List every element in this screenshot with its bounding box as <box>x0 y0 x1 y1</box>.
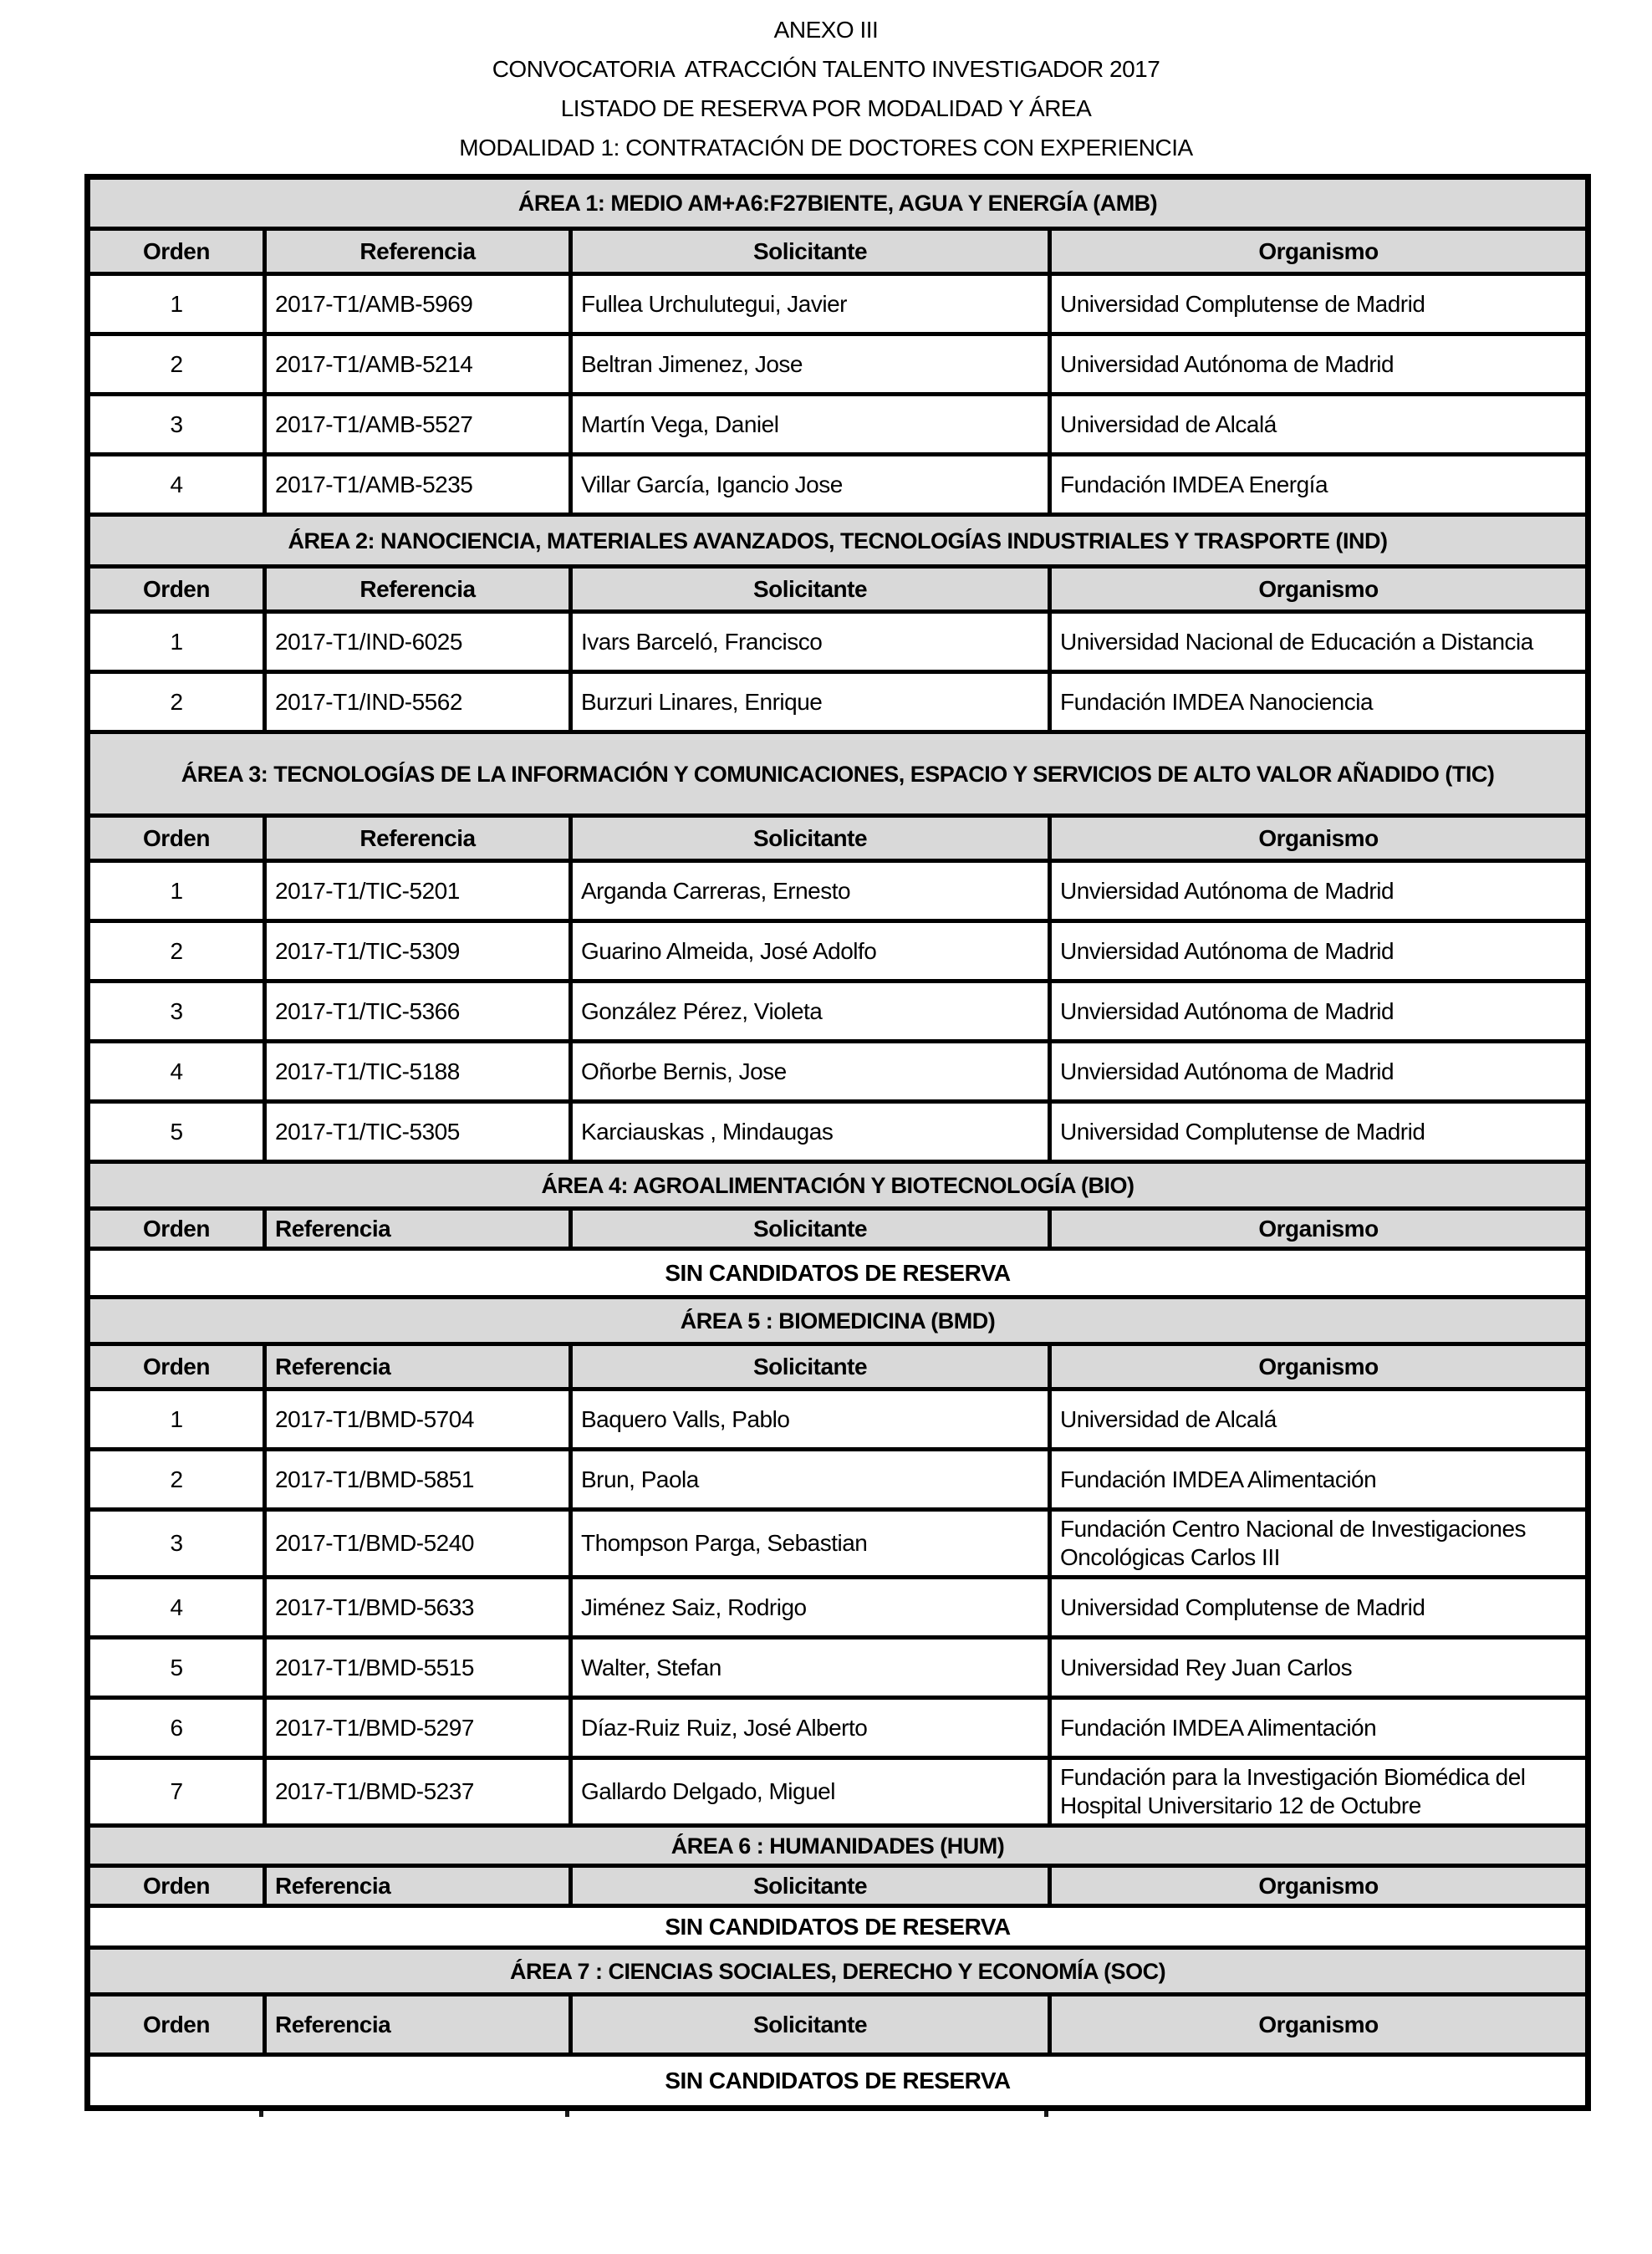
cell-solicitante: Karciauskas , Mindaugas <box>571 1102 1050 1162</box>
no-candidates-row <box>88 1906 1588 1948</box>
column-header-referencia: Referencia <box>265 1209 571 1249</box>
table-row <box>88 612 1588 672</box>
cell-solicitante: Thompson Parga, Sebastian <box>571 1510 1050 1578</box>
column-header-row <box>88 816 1588 861</box>
cell-organismo: Universidad Rey Juan Carlos <box>1050 1638 1588 1698</box>
cell-solicitante: Villar García, Igancio Jose <box>571 455 1050 515</box>
cell-organismo: Unviersidad Autónoma de Madrid <box>1050 921 1588 982</box>
section-header-area2 <box>88 515 1588 567</box>
column-header-orden: Orden <box>88 1344 265 1390</box>
section-header-title: ÁREA 2: NANOCIENCIA, MATERIALES AVANZADOS, TECNOLOGÍAS INDUSTRIALES Y TRASPORTE (IND) <box>88 515 1588 567</box>
cell-orden: 1 <box>88 1390 265 1450</box>
no-candidates-row <box>88 1249 1588 1298</box>
column-header-row <box>88 229 1588 274</box>
cell-solicitante: Fullea Urchulutegui, Javier <box>571 274 1050 334</box>
cell-solicitante: Beltran Jimenez, Jose <box>571 334 1050 395</box>
cell-organismo: Unviersidad Autónoma de Madrid <box>1050 861 1588 921</box>
section-header-title: ÁREA 3: TECNOLOGÍAS DE LA INFORMACIÓN Y COMUNICACIONES, ESPACIO Y SERVICIOS DE ALTO VALOR AÑADIDO (TIC) <box>88 732 1588 816</box>
table-row <box>88 861 1588 921</box>
cell-organismo: Fundación IMDEA Nanociencia <box>1050 672 1588 732</box>
cell-referencia: 2017-T1/TIC-5188 <box>265 1042 571 1102</box>
cell-solicitante: Díaz-Ruiz Ruiz, José Alberto <box>571 1698 1050 1758</box>
cell-solicitante: González Pérez, Violeta <box>571 982 1050 1042</box>
cell-referencia: 2017-T1/TIC-5305 <box>265 1102 571 1162</box>
no-candidates-label: SIN CANDIDATOS DE RESERVA <box>88 1249 1588 1298</box>
column-header-solicitante: Solicitante <box>571 1344 1050 1390</box>
table-row <box>88 921 1588 982</box>
cell-organismo: Fundación IMDEA Alimentación <box>1050 1450 1588 1510</box>
cell-orden: 2 <box>88 1450 265 1510</box>
cell-organismo: Fundación IMDEA Alimentación <box>1050 1698 1588 1758</box>
cell-referencia: 2017-T1/BMD-5237 <box>265 1758 571 1826</box>
cell-solicitante: Guarino Almeida, José Adolfo <box>571 921 1050 982</box>
cell-referencia: 2017-T1/AMB-5235 <box>265 455 571 515</box>
cell-organismo: Universidad Complutense de Madrid <box>1050 1102 1588 1162</box>
cell-orden: 2 <box>88 672 265 732</box>
column-header-orden: Orden <box>88 1995 265 2055</box>
cell-orden: 2 <box>88 334 265 395</box>
cell-solicitante: Arganda Carreras, Ernesto <box>571 861 1050 921</box>
cell-organismo: Universidad Autónoma de Madrid <box>1050 334 1588 395</box>
section-header-title: ÁREA 7 : CIENCIAS SOCIALES, DERECHO Y ECONOMÍA (SOC) <box>88 1948 1588 1995</box>
cell-organismo: Fundación para la Investigación Biomédica del Hospital Universitario 12 de Octubre <box>1050 1758 1588 1826</box>
column-header-orden: Orden <box>88 1209 265 1249</box>
column-header-solicitante: Solicitante <box>571 567 1050 612</box>
cell-orden: 3 <box>88 982 265 1042</box>
cell-organismo: Unviersidad Autónoma de Madrid <box>1050 982 1588 1042</box>
table-row <box>88 1758 1588 1826</box>
column-header-row <box>88 1209 1588 1249</box>
table-row <box>88 1638 1588 1698</box>
column-header-referencia: Referencia <box>265 1995 571 2055</box>
cell-orden: 3 <box>88 395 265 455</box>
section-header-area6 <box>88 1826 1588 1866</box>
column-header-organismo: Organismo <box>1050 816 1588 861</box>
cell-solicitante: Ivars Barceló, Francisco <box>571 612 1050 672</box>
table-row <box>88 1390 1588 1450</box>
cell-orden: 6 <box>88 1698 265 1758</box>
page-subtitle-modalidad: MODALIDAD 1: CONTRATACIÓN DE DOCTORES CON EXPERIENCIA <box>459 135 1193 161</box>
column-header-solicitante: Solicitante <box>571 1209 1050 1249</box>
no-candidates-label: SIN CANDIDATOS DE RESERVA <box>88 1906 1588 1948</box>
column-header-row <box>88 1866 1588 1906</box>
table-row <box>88 455 1588 515</box>
table-row <box>88 334 1588 395</box>
column-header-solicitante: Solicitante <box>571 1866 1050 1906</box>
cell-organismo: Unviersidad Autónoma de Madrid <box>1050 1042 1588 1102</box>
column-header-referencia: Referencia <box>265 1866 571 1906</box>
cell-referencia: 2017-T1/BMD-5240 <box>265 1510 571 1578</box>
cell-orden: 3 <box>88 1510 265 1578</box>
column-header-row <box>88 1995 1588 2055</box>
column-header-solicitante: Solicitante <box>571 229 1050 274</box>
section-header-area5 <box>88 1298 1588 1344</box>
document-title-block <box>0 0 1652 167</box>
column-header-orden: Orden <box>88 567 265 612</box>
column-header-referencia: Referencia <box>265 567 571 612</box>
cell-orden: 5 <box>88 1638 265 1698</box>
column-header-solicitante: Solicitante <box>571 1995 1050 2055</box>
cell-organismo: Universidad de Alcalá <box>1050 1390 1588 1450</box>
column-header-organismo: Organismo <box>1050 567 1588 612</box>
cell-solicitante: Martín Vega, Daniel <box>571 395 1050 455</box>
cell-referencia: 2017-T1/BMD-5515 <box>265 1638 571 1698</box>
column-header-organismo: Organismo <box>1050 1344 1588 1390</box>
page-subtitle-listado: LISTADO DE RESERVA POR MODALIDAD Y ÁREA <box>560 95 1092 121</box>
cell-organismo: Universidad de Alcalá <box>1050 395 1588 455</box>
cell-solicitante: Brun, Paola <box>571 1450 1050 1510</box>
cell-solicitante: Walter, Stefan <box>571 1638 1050 1698</box>
no-candidates-row <box>88 2055 1588 2109</box>
cell-referencia: 2017-T1/TIC-5309 <box>265 921 571 982</box>
cell-referencia: 2017-T1/BMD-5851 <box>265 1450 571 1510</box>
column-header-organismo: Organismo <box>1050 1209 1588 1249</box>
cell-orden: 2 <box>88 921 265 982</box>
cell-referencia: 2017-T1/IND-5562 <box>265 672 571 732</box>
cell-organismo: Universidad Complutense de Madrid <box>1050 274 1588 334</box>
cell-solicitante: Oñorbe Bernis, Jose <box>571 1042 1050 1102</box>
column-header-orden: Orden <box>88 816 265 861</box>
cell-referencia: 2017-T1/BMD-5633 <box>265 1578 571 1638</box>
column-header-row <box>88 1344 1588 1390</box>
table-row <box>88 1578 1588 1638</box>
table-row <box>88 982 1588 1042</box>
column-header-organismo: Organismo <box>1050 1995 1588 2055</box>
cell-orden: 1 <box>88 612 265 672</box>
cell-referencia: 2017-T1/BMD-5704 <box>265 1390 571 1450</box>
cell-solicitante: Gallardo Delgado, Miguel <box>571 1758 1050 1826</box>
column-header-organismo: Organismo <box>1050 229 1588 274</box>
cell-organismo: Universidad Nacional de Educación a Distancia <box>1050 612 1588 672</box>
table-row <box>88 1102 1588 1162</box>
column-header-orden: Orden <box>88 1866 265 1906</box>
section-header-area3 <box>88 732 1588 816</box>
section-header-area7 <box>88 1948 1588 1995</box>
cell-orden: 4 <box>88 1578 265 1638</box>
section-header-title: ÁREA 4: AGROALIMENTACIÓN Y BIOTECNOLOGÍA (BIO) <box>88 1162 1588 1209</box>
column-header-orden: Orden <box>88 229 265 274</box>
table-row <box>88 1042 1588 1102</box>
section-header-area1 <box>88 177 1588 229</box>
next-page-row-stub <box>84 2111 1585 2118</box>
cell-organismo: Fundación Centro Nacional de Investigaciones Oncológicas Carlos III <box>1050 1510 1588 1578</box>
table-row <box>88 672 1588 732</box>
section-header-title: ÁREA 1: MEDIO AM+A6:F27BIENTE, AGUA Y ENERGÍA (AMB) <box>88 177 1588 229</box>
reserve-list-table <box>84 174 1591 2111</box>
cell-organismo: Universidad Complutense de Madrid <box>1050 1578 1588 1638</box>
column-header-referencia: Referencia <box>265 1344 571 1390</box>
cell-solicitante: Burzuri Linares, Enrique <box>571 672 1050 732</box>
cell-solicitante: Baquero Valls, Pablo <box>571 1390 1050 1450</box>
page-subtitle-convocatoria: CONVOCATORIA ATRACCIÓN TALENTO INVESTIGADOR 2017 <box>492 56 1160 82</box>
cell-solicitante: Jiménez Saiz, Rodrigo <box>571 1578 1050 1638</box>
page-title: ANEXO III <box>773 17 879 43</box>
column-header-row <box>88 567 1588 612</box>
column-header-solicitante: Solicitante <box>571 816 1050 861</box>
cell-organismo: Fundación IMDEA Energía <box>1050 455 1588 515</box>
column-header-referencia: Referencia <box>265 229 571 274</box>
cell-orden: 7 <box>88 1758 265 1826</box>
cell-orden: 4 <box>88 455 265 515</box>
table-row <box>88 1698 1588 1758</box>
table-row <box>88 274 1588 334</box>
cell-referencia: 2017-T1/BMD-5297 <box>265 1698 571 1758</box>
cell-referencia: 2017-T1/IND-6025 <box>265 612 571 672</box>
cell-orden: 1 <box>88 274 265 334</box>
column-header-organismo: Organismo <box>1050 1866 1588 1906</box>
section-header-title: ÁREA 6 : HUMANIDADES (HUM) <box>88 1826 1588 1866</box>
section-header-title: ÁREA 5 : BIOMEDICINA (BMD) <box>88 1298 1588 1344</box>
section-header-area4 <box>88 1162 1588 1209</box>
cell-orden: 4 <box>88 1042 265 1102</box>
cell-referencia: 2017-T1/AMB-5969 <box>265 274 571 334</box>
column-header-referencia: Referencia <box>265 816 571 861</box>
table-row <box>88 1510 1588 1578</box>
cell-orden: 5 <box>88 1102 265 1162</box>
cell-referencia: 2017-T1/AMB-5527 <box>265 395 571 455</box>
cell-referencia: 2017-T1/TIC-5366 <box>265 982 571 1042</box>
no-candidates-label: SIN CANDIDATOS DE RESERVA <box>88 2055 1588 2109</box>
cell-referencia: 2017-T1/TIC-5201 <box>265 861 571 921</box>
cell-referencia: 2017-T1/AMB-5214 <box>265 334 571 395</box>
cell-orden: 1 <box>88 861 265 921</box>
table-row <box>88 1450 1588 1510</box>
table-row <box>88 395 1588 455</box>
